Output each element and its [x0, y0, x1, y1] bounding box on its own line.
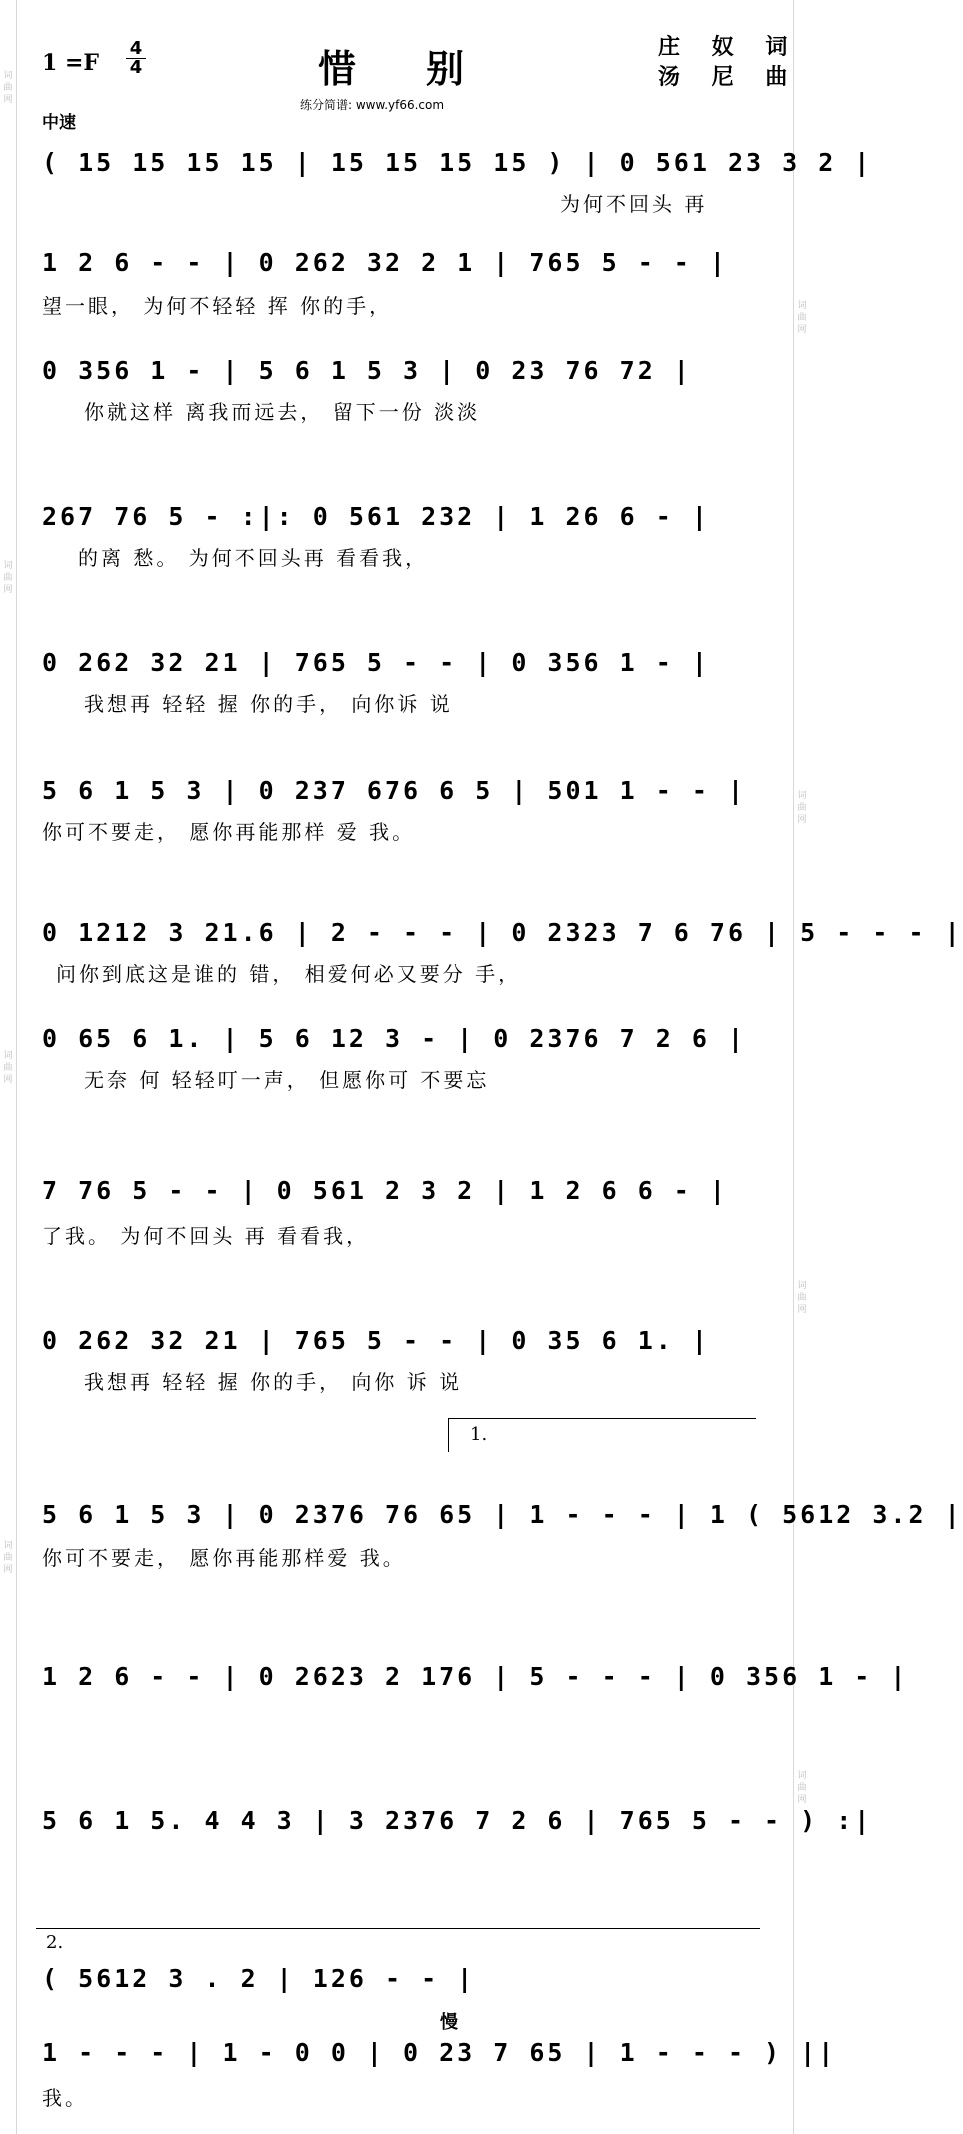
notation-line: ( 5612 3 . 2 | 126 - - |	[42, 1964, 476, 1993]
time-signature	[126, 40, 146, 77]
notation-line: 1 - - - | 1 - 0 0 | 0 23 7 65 | 1 - - - ) ||	[42, 2038, 837, 2067]
lyric-line: 无奈 何 轻轻叮一声， 但愿你可 不要忘	[84, 1068, 490, 1092]
watermark: 词曲网	[3, 561, 13, 595]
notation-line: 0 262 32 21 | 765 5 - - | 0 356 1 - |	[42, 648, 710, 677]
notation-line: 0 65 6 1. | 5 6 12 3 - | 0 2376 7 2 6 |	[42, 1024, 746, 1053]
lyric-line: 你就这样 离我而远去， 留下一份 淡淡	[84, 400, 481, 424]
lyric-line: 望一眼， 为何不轻轻 挥 你的手，	[42, 294, 393, 318]
lyric-line: 我想再 轻轻 握 你的手， 向你 诉 说	[84, 1370, 463, 1394]
notation-line: 5 6 1 5 3 | 0 2376 76 65 | 1 - - - | 1 ( 5612 3.2 |	[42, 1500, 963, 1529]
lyricist-credit: 庄 奴 词	[658, 34, 800, 60]
watermark: 词曲网	[797, 1771, 807, 1805]
watermark: 词曲网	[3, 71, 13, 105]
notation-line: 0 1212 3 21.6 | 2 - - - | 0 2323 7 6 76 | 5 - - - |	[42, 918, 963, 947]
notation-line: 267 76 5 - :|: 0 561 232 | 1 26 6 - |	[42, 502, 710, 531]
left-margin-strip	[0, 0, 17, 2134]
notation-line: 1 2 6 - - | 0 2623 2 176 | 5 - - - | 0 356 1 - |	[42, 1662, 909, 1691]
tempo-marking: 中速	[42, 113, 76, 133]
volta-bracket-1-edge	[448, 1418, 449, 1452]
song-title: 惜别	[318, 46, 535, 91]
lyric-line: 问你到底这是谁的 错， 相爱何必又要分 手，	[56, 962, 522, 986]
slow-marking: 慢	[440, 2012, 458, 2033]
notation-line: 0 356 1 - | 5 6 1 5 3 | 0 23 76 72 |	[42, 356, 692, 385]
composer-credit: 汤 尼 曲	[658, 64, 800, 90]
volta-1-label: 1.	[470, 1424, 488, 1445]
lyric-line: 你可不要走， 愿你再能那样 爱 我。	[42, 820, 416, 844]
watermark: 词曲网	[797, 791, 807, 825]
notation-line: 0 262 32 21 | 765 5 - - | 0 35 6 1. |	[42, 1326, 710, 1355]
notation-line: 1 2 6 - - | 0 262 32 2 1 | 765 5 - - |	[42, 248, 728, 277]
watermark: 词曲网	[3, 1541, 13, 1575]
notation-line: ( 15 15 15 15 | 15 15 15 15 ) | 0 561 23 3 2 |	[42, 148, 873, 177]
source-line: 练分简谱: www.yf66.com	[300, 98, 445, 112]
lyric-line: 了我。 为何不回头 再 看看我，	[42, 1224, 370, 1248]
volta-bracket-1	[448, 1418, 756, 1419]
key-signature: 1 =F	[42, 50, 100, 76]
notation-line: 5 6 1 5. 4 4 3 | 3 2376 7 2 6 | 765 5 - - ) :|	[42, 1806, 873, 1835]
lyric-line: 你可不要走， 愿你再能那样爱 我。	[42, 1546, 406, 1570]
watermark: 词曲网	[797, 1281, 807, 1315]
lyric-line: 为何不回头 再	[560, 192, 708, 216]
time-bottom: 4	[126, 58, 146, 77]
watermark: 词曲网	[3, 1051, 13, 1085]
lyric-line: 我。	[42, 2086, 88, 2110]
watermark: 词曲网	[797, 301, 807, 335]
notation-line: 5 6 1 5 3 | 0 237 676 6 5 | 501 1 - - |	[42, 776, 746, 805]
volta-2-label: 2.	[46, 1932, 64, 1953]
time-top: 4	[129, 38, 143, 59]
lyric-line: 的离 愁。 为何不回头再 看看我，	[78, 546, 429, 570]
volta-bracket-2	[36, 1928, 760, 1929]
lyric-line: 我想再 轻轻 握 你的手， 向你诉 说	[84, 692, 453, 716]
notation-line: 7 76 5 - - | 0 561 2 3 2 | 1 2 6 6 - |	[42, 1176, 728, 1205]
